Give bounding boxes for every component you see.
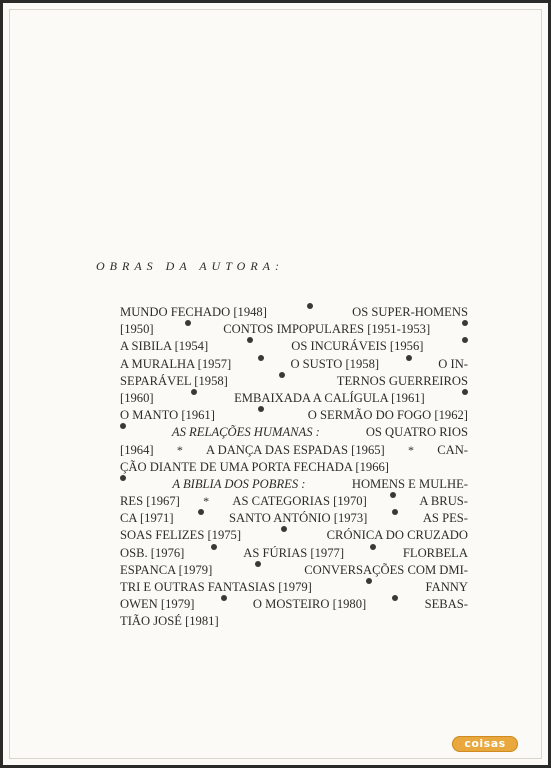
work-title: ÇÃO DIANTE DE UMA PORTA FECHADA [1966] [120, 459, 390, 474]
work-title: AS PES- [422, 511, 468, 526]
work-title: SOAS FELIZES [1975] [120, 528, 242, 543]
work-title: OWEN [1979] [120, 597, 195, 612]
work-title: OS INCURÁVEIS [1956] [291, 339, 424, 354]
bullet-dot-icon [462, 389, 468, 395]
bullet-dot-icon [247, 337, 253, 343]
work-title: MUNDO FECHADO [1948] [120, 305, 267, 319]
bullet-dot-icon [120, 475, 126, 481]
work-title: EMBAIXADA A CALÍGULA [1961] [234, 390, 425, 405]
work-title: CA [1971] [120, 511, 174, 526]
works-line [120, 356, 468, 373]
works-line [120, 596, 468, 613]
works-line [120, 304, 468, 321]
work-title: A MURALHA [1957] [120, 356, 232, 371]
series-title: AS RELAÇÕES HUMANAS : [171, 425, 320, 440]
coisas-logo[interactable]: coisas [452, 736, 518, 752]
bullet-dot-icon [198, 509, 204, 515]
work-title: [1964] [120, 442, 154, 457]
work-title: A BRUS- [419, 494, 468, 509]
works-list [120, 304, 468, 631]
work-title: TERNOS GUERREIROS [336, 373, 468, 388]
works-line [120, 613, 468, 630]
works-line [120, 407, 468, 424]
series-title: A BIBLIA DOS POBRES : [172, 476, 306, 491]
work-title: O IN- [438, 356, 468, 371]
work-title: O SUSTO [1958] [290, 356, 380, 371]
work-title: O MANTO [1961] [120, 408, 215, 423]
bullet-dot-icon [191, 389, 197, 395]
bullet-dot-icon [279, 372, 285, 378]
bullet-dot-icon [406, 355, 412, 361]
works-line [120, 373, 468, 390]
work-title: SEBAS- [424, 597, 468, 612]
bullet-dot-icon [185, 320, 191, 326]
works-line [120, 390, 468, 407]
work-title: TIÃO JOSÉ [1981] [120, 614, 219, 629]
asterisk-separator: * [407, 442, 414, 457]
work-title: CRÓNICA DO CRUZADO [326, 528, 468, 543]
work-title: HOMENS E MULHE- [351, 476, 468, 491]
asterisk-separator: * [176, 442, 183, 457]
work-title: TRI E OUTRAS FANTASIAS [1979] [120, 580, 312, 594]
bullet-dot-icon [211, 544, 217, 550]
work-title: OSB. [1976] [120, 545, 185, 560]
bullet-dot-icon [120, 423, 126, 429]
work-title: FANNY [425, 580, 468, 594]
works-line [120, 562, 468, 579]
work-title: [1950] [120, 322, 154, 337]
works-line [120, 476, 468, 493]
bullet-dot-icon [462, 320, 468, 326]
work-title: AS FÚRIAS [1977] [243, 545, 345, 560]
work-title: RES [1967] [120, 494, 180, 509]
work-title: O SERMÃO DO FOGO [1962] [307, 408, 468, 423]
bullet-dot-icon [462, 337, 468, 343]
work-title: [1960] [120, 390, 154, 405]
bullet-dot-icon [258, 406, 264, 412]
bullet-dot-icon [370, 544, 376, 550]
bullet-dot-icon [281, 526, 287, 532]
work-title: O MOSTEIRO [1980] [252, 597, 367, 612]
work-title: FLORBELA [402, 545, 468, 560]
works-line [120, 338, 468, 355]
works-line [120, 459, 468, 476]
bullet-dot-icon [221, 595, 227, 601]
work-title: OS SUPER-HOMENS [352, 305, 468, 319]
bullet-dot-icon [392, 509, 398, 515]
work-title: ESPANCA [1979] [120, 562, 213, 577]
work-title: SEPARÁVEL [1958] [120, 373, 228, 388]
work-title: CONTOS IMPOPULARES [1951-1953] [223, 322, 431, 337]
bullet-dot-icon [307, 303, 313, 309]
work-title: CONVERSAÇÕES COM DMI- [304, 562, 468, 577]
works-line [120, 510, 468, 527]
works-line [120, 321, 468, 338]
bullet-dot-icon [258, 355, 264, 361]
bullet-dot-icon [390, 492, 396, 498]
works-line [120, 527, 468, 544]
works-line [120, 442, 468, 459]
asterisk-separator: * [203, 494, 210, 509]
work-title: A DANÇA DAS ESPADAS [1965] [206, 442, 385, 457]
section-heading: OBRAS DA AUTORA: [96, 259, 284, 273]
works-line [120, 579, 468, 596]
work-title: A SIBILA [1954] [120, 339, 209, 354]
bullet-dot-icon [366, 578, 372, 584]
works-line [120, 424, 468, 441]
work-title: AS CATEGORIAS [1970] [232, 494, 367, 509]
work-title: CAN- [437, 442, 468, 457]
work-title: SANTO ANTÓNIO [1973] [229, 511, 368, 526]
bullet-dot-icon [255, 561, 261, 567]
bullet-dot-icon [392, 595, 398, 601]
work-title: OS QUATRO RIOS [365, 425, 468, 440]
works-line [120, 545, 468, 562]
works-line [120, 493, 468, 510]
